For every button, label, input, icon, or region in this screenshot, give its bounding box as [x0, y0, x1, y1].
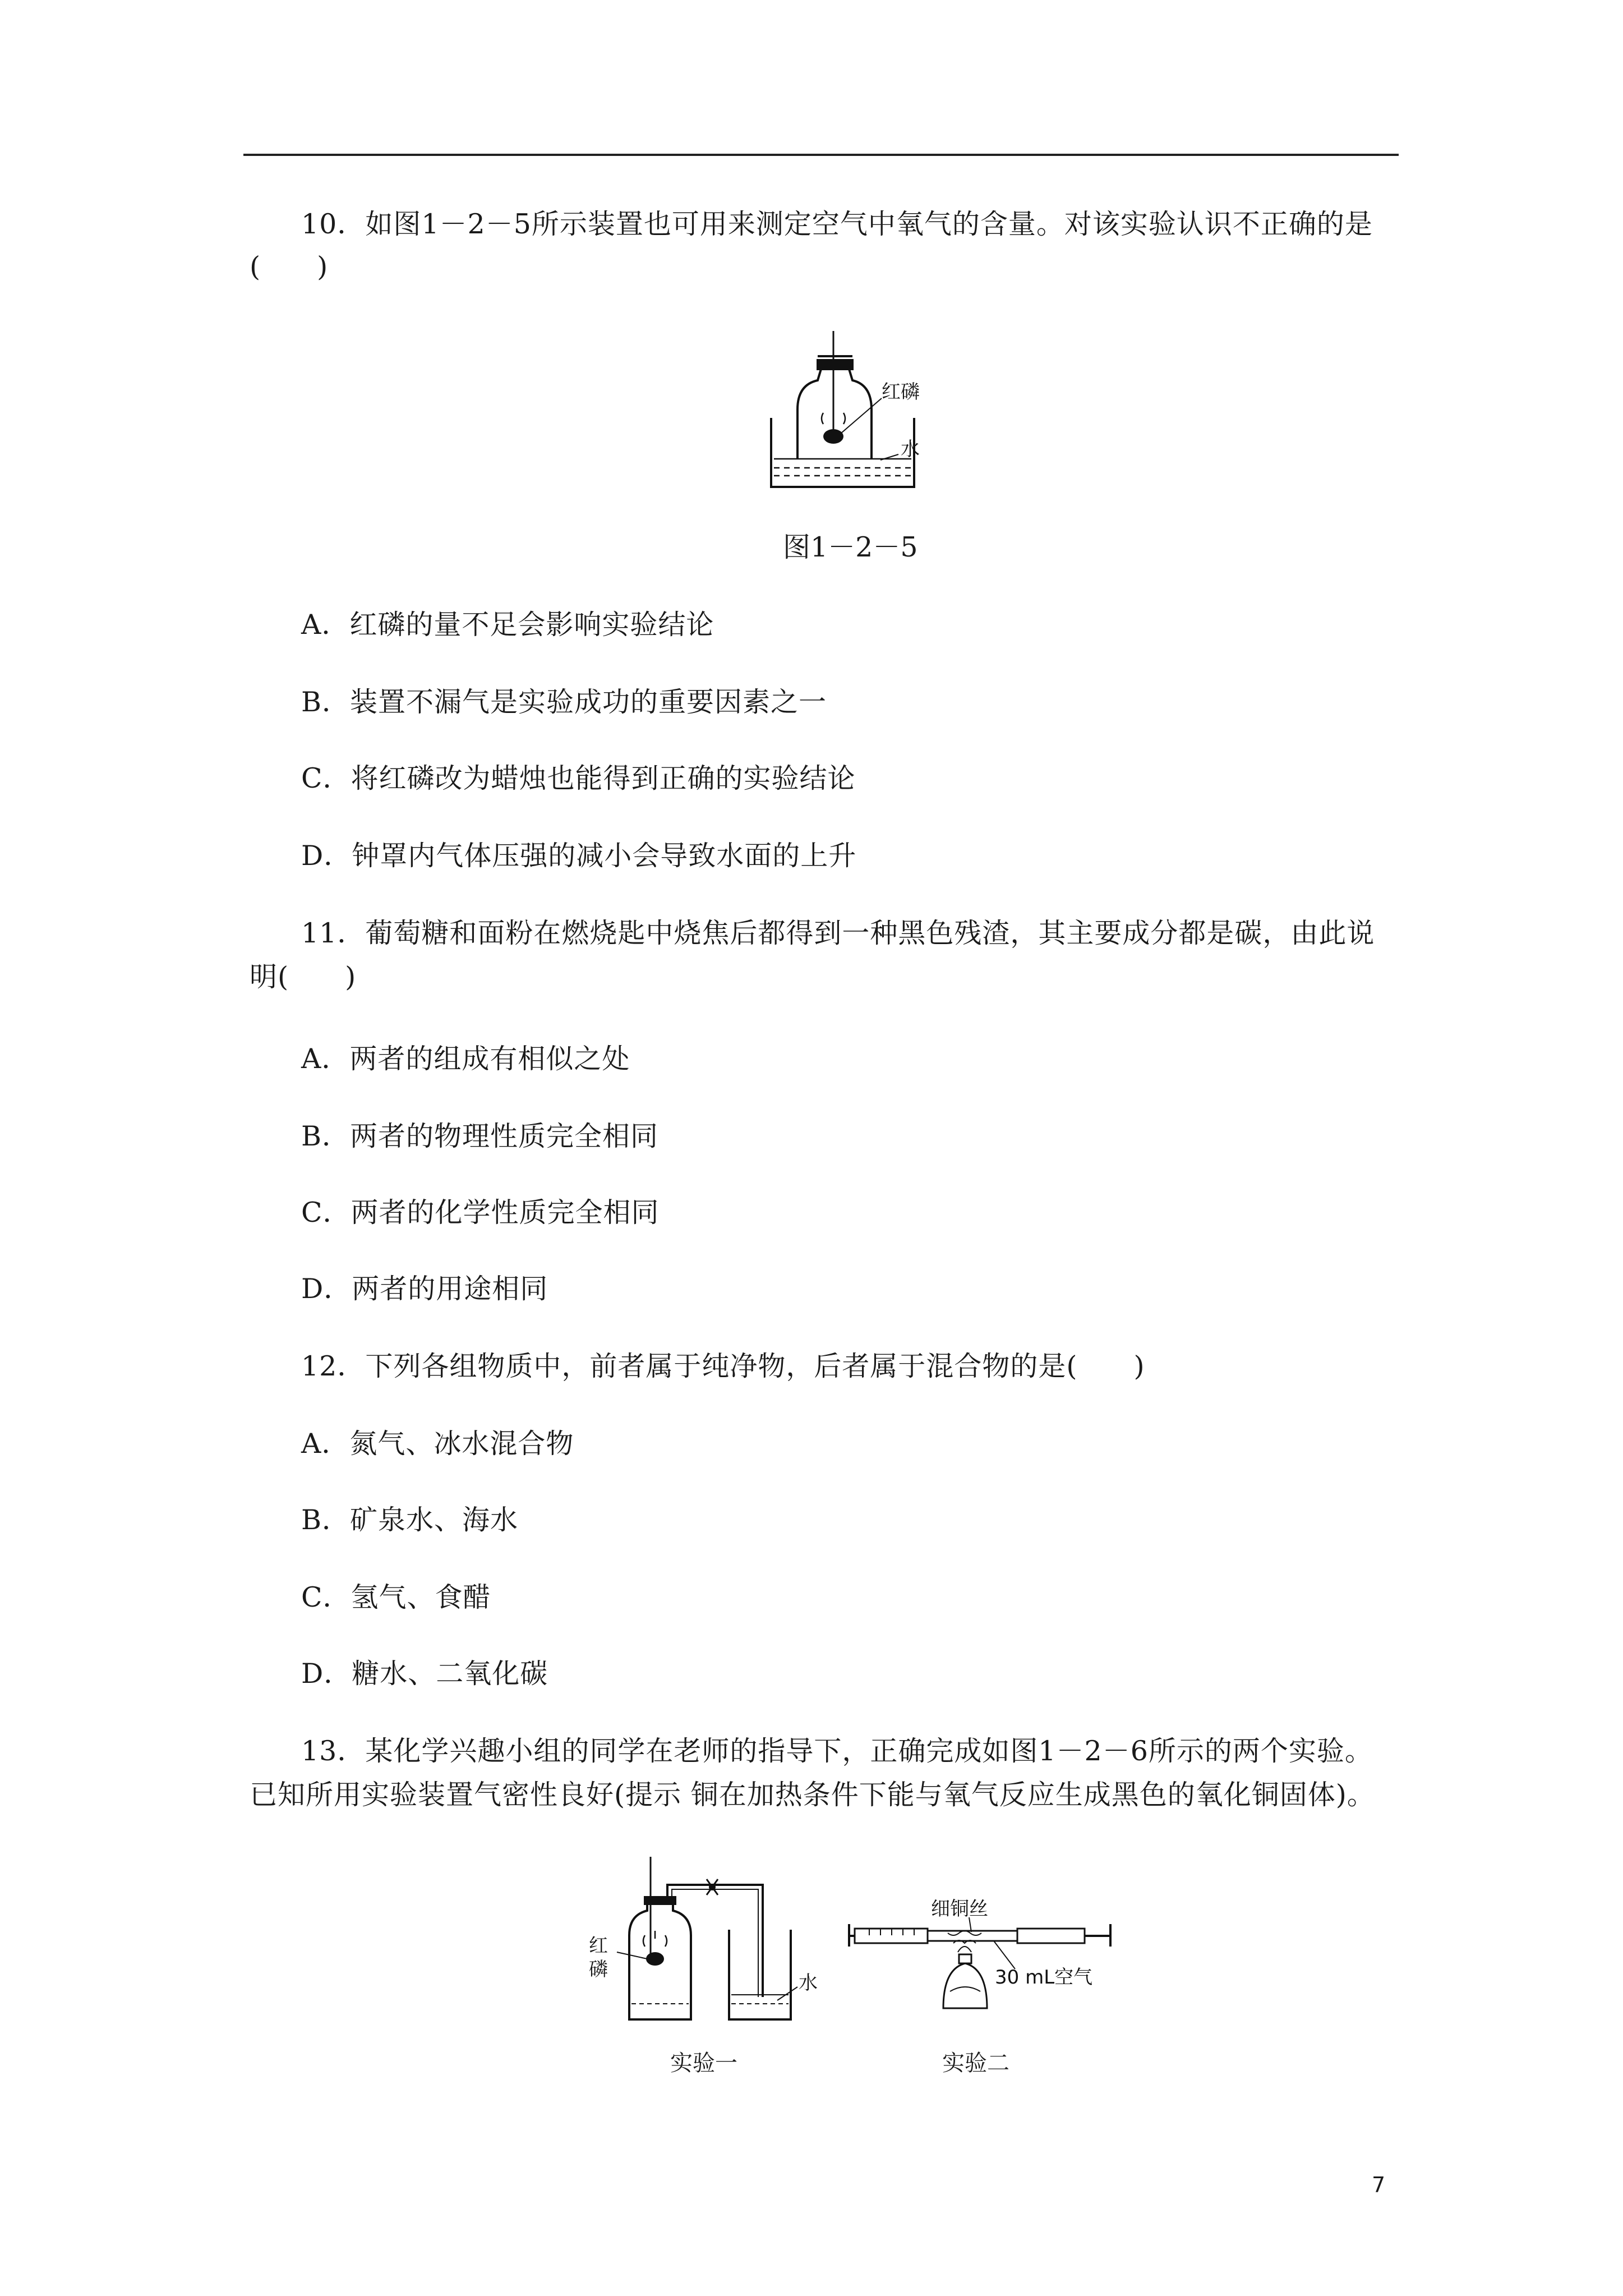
q13-stem-line2: 已知所用实验装置气密性良好(提示 铜在加热条件下能与氧气反应生成黑色的氧化铜固体)。	[250, 1779, 1375, 1811]
q11-option-b: B．两者的物理性质完全相同	[301, 1120, 659, 1152]
q12-option-d: D．糖水、二氧化碳	[301, 1658, 548, 1690]
q10-option-d: D．钟罩内气体压强的减小会导致水面的上升	[301, 840, 857, 872]
q10-stem-line2: ( )	[250, 251, 329, 283]
q12-option-a: A．氮气、冰水混合物	[301, 1428, 574, 1460]
header-rule	[243, 154, 1399, 156]
exp1-caption: 实验一	[670, 2050, 737, 2076]
page-number: 7	[1372, 2173, 1386, 2197]
q13-figure-experiment-1	[578, 1857, 836, 2031]
q12-option-c: C．氢气、食醋	[301, 1581, 491, 1613]
q12-stem: 12．下列各组物质中，前者属于纯净物，后者属于混合物的是( )	[301, 1350, 1145, 1382]
q10-stem-line1: 10．如图1－2－5所示装置也可用来测定空气中氧气的含量。对该实验认识不正确的是	[301, 208, 1373, 240]
q13-stem-line1: 13．某化学兴趣小组的同学在老师的指导下，正确完成如图1－2－6所示的两个实验。	[301, 1735, 1373, 1767]
q10-option-a: A．红磷的量不足会影响实验结论	[301, 609, 714, 641]
exp1-label-hong: 红	[589, 1935, 608, 1957]
exp1-label-lin: 磷	[589, 1958, 608, 1981]
q11-stem-line1: 11．葡萄糖和面粉在燃烧匙中烧焦后都得到一种黑色残渣，其主要成分都是碳，由此说	[301, 917, 1375, 949]
q10-label-water: 水	[901, 438, 920, 461]
q11-option-d: D．两者的用途相同	[301, 1273, 548, 1305]
q10-label-phosphorus: 红磷	[882, 381, 920, 403]
exp2-label-air: 30 mL空气	[995, 1966, 1093, 1989]
exp2-caption: 实验二	[942, 2050, 1009, 2076]
q11-stem-line2: 明( )	[250, 961, 357, 993]
q11-option-a: A．两者的组成有相似之处	[301, 1043, 630, 1075]
q10-option-b: B．装置不漏气是实验成功的重要因素之一	[301, 686, 827, 718]
q10-option-c: C．将红磷改为蜡烛也能得到正确的实验结论	[301, 762, 856, 794]
q10-figure-bell-jar	[751, 331, 942, 499]
q11-option-c: C．两者的化学性质完全相同	[301, 1197, 660, 1228]
q10-figure-caption: 图1－2－5	[783, 531, 918, 563]
q12-option-b: B．矿泉水、海水	[301, 1504, 519, 1536]
q13-figure-experiment-2	[847, 1898, 1116, 2036]
exp2-label-copper: 细铜丝	[931, 1898, 988, 1920]
exp1-label-water: 水	[799, 1972, 818, 1994]
